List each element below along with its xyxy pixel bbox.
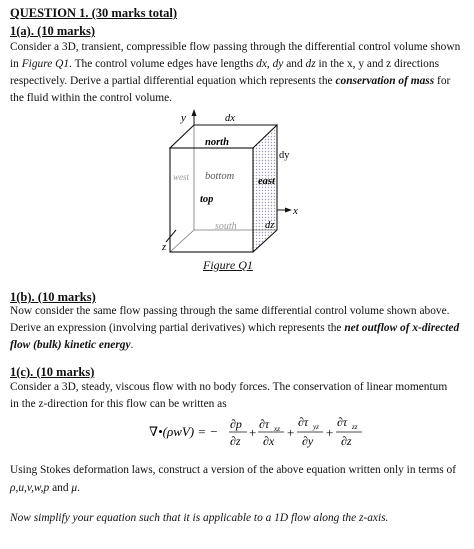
edge-lengths: dx, dy — [256, 58, 284, 70]
kinetic-energy-text: flow (bulk) kinetic energy — [10, 339, 131, 351]
label-x: x — [293, 205, 298, 217]
frac2-num: ∂τ — [259, 417, 270, 431]
frac3-den: ∂y — [302, 434, 314, 448]
label-west: west — [173, 172, 190, 182]
frac1-den: ∂z — [230, 434, 241, 448]
part-c-text-4d: . — [77, 482, 80, 494]
label-dz: dz — [265, 220, 275, 231]
label-z: z — [162, 242, 167, 253]
part-c-text-1: Consider a 3D, steady, viscous flow with no body forces. The conservation of linear momentum — [10, 381, 448, 393]
question-title: QUESTION 1. (30 marks total) — [10, 6, 178, 20]
part-a-text-2g: in the x, y and z directions — [315, 58, 440, 70]
plus-3: + — [326, 425, 334, 440]
label-east: east — [258, 176, 275, 187]
part-a-text-4: the fluid within the control volume. — [10, 92, 172, 104]
label-south: south — [215, 221, 237, 232]
label-y: y — [181, 112, 186, 124]
frac3-num: ∂τ — [298, 415, 309, 429]
part-c-heading: 1(c). (10 marks) — [10, 365, 95, 379]
plus-2: + — [287, 425, 295, 440]
variables-list: ρ,u,v,w,p — [10, 482, 50, 494]
part-c-text-3: Using Stokes deformation laws, construct a version of the above equation written only in terms of — [10, 464, 457, 476]
part-b-text-1: Now consider the same flow passing through the same differential control volume shown above. — [10, 305, 450, 317]
label-top: top — [200, 194, 214, 205]
part-a-text-3a: respectively. Derive a partial differential equation which represents the — [10, 75, 336, 87]
part-b-text-3b: . — [130, 339, 134, 351]
net-outflow-text: net outflow of x-directed — [344, 322, 460, 334]
label-dx: dx — [225, 113, 235, 124]
viscosity-symbol: μ — [71, 482, 78, 494]
frac1-num: ∂p — [230, 417, 242, 431]
conservation-of-mass: conservation of mass — [335, 75, 435, 87]
label-dy: dy — [279, 150, 290, 161]
part-b-heading: 1(b). (10 marks) — [10, 290, 96, 304]
part-c-text-4b: and — [49, 482, 72, 494]
figure-reference: Figure Q1 — [21, 58, 70, 70]
frac4-num: ∂τ — [337, 415, 348, 429]
part-c-line-4 — [10, 480, 80, 497]
part-a-text-1: Consider a 3D, transient, compressible flow passing through the differential control volume shown — [10, 41, 461, 53]
part-b-text-2a: Derive an expression (involving partial derivatives) which represents the — [10, 322, 345, 334]
frac4-sub: zz — [352, 423, 358, 431]
edge-length-dz: dz — [305, 58, 316, 70]
equation-lhs: ∇•(ρwV) = − — [149, 424, 219, 439]
part-a-text-3c: for — [434, 75, 451, 87]
part-c-text-2: in the z-direction for this flow can be written as — [10, 398, 227, 410]
label-north: north — [205, 137, 229, 148]
part-c-line-3 — [10, 462, 456, 479]
figure-caption: Figure Q1 — [203, 258, 253, 272]
part-a-text-2a: in — [10, 58, 22, 70]
plus-1: + — [249, 425, 257, 440]
part-a-text-2e: and — [283, 58, 306, 70]
frac4-den: ∂z — [341, 434, 352, 448]
part-c-line-5 — [10, 510, 388, 527]
part-c-text-5: Now simplify your equation such that it is applicable to a 1D flow along the z-axis. — [10, 512, 389, 524]
frac2-den: ∂x — [263, 434, 275, 448]
label-bottom: bottom — [205, 171, 235, 182]
frac2-sub: xz — [274, 425, 280, 433]
frac3-sub: yz — [313, 423, 319, 431]
part-a-text-2c: . The control volume edges have lengths — [69, 58, 257, 70]
part-a-heading: 1(a). (10 marks) — [10, 24, 96, 38]
